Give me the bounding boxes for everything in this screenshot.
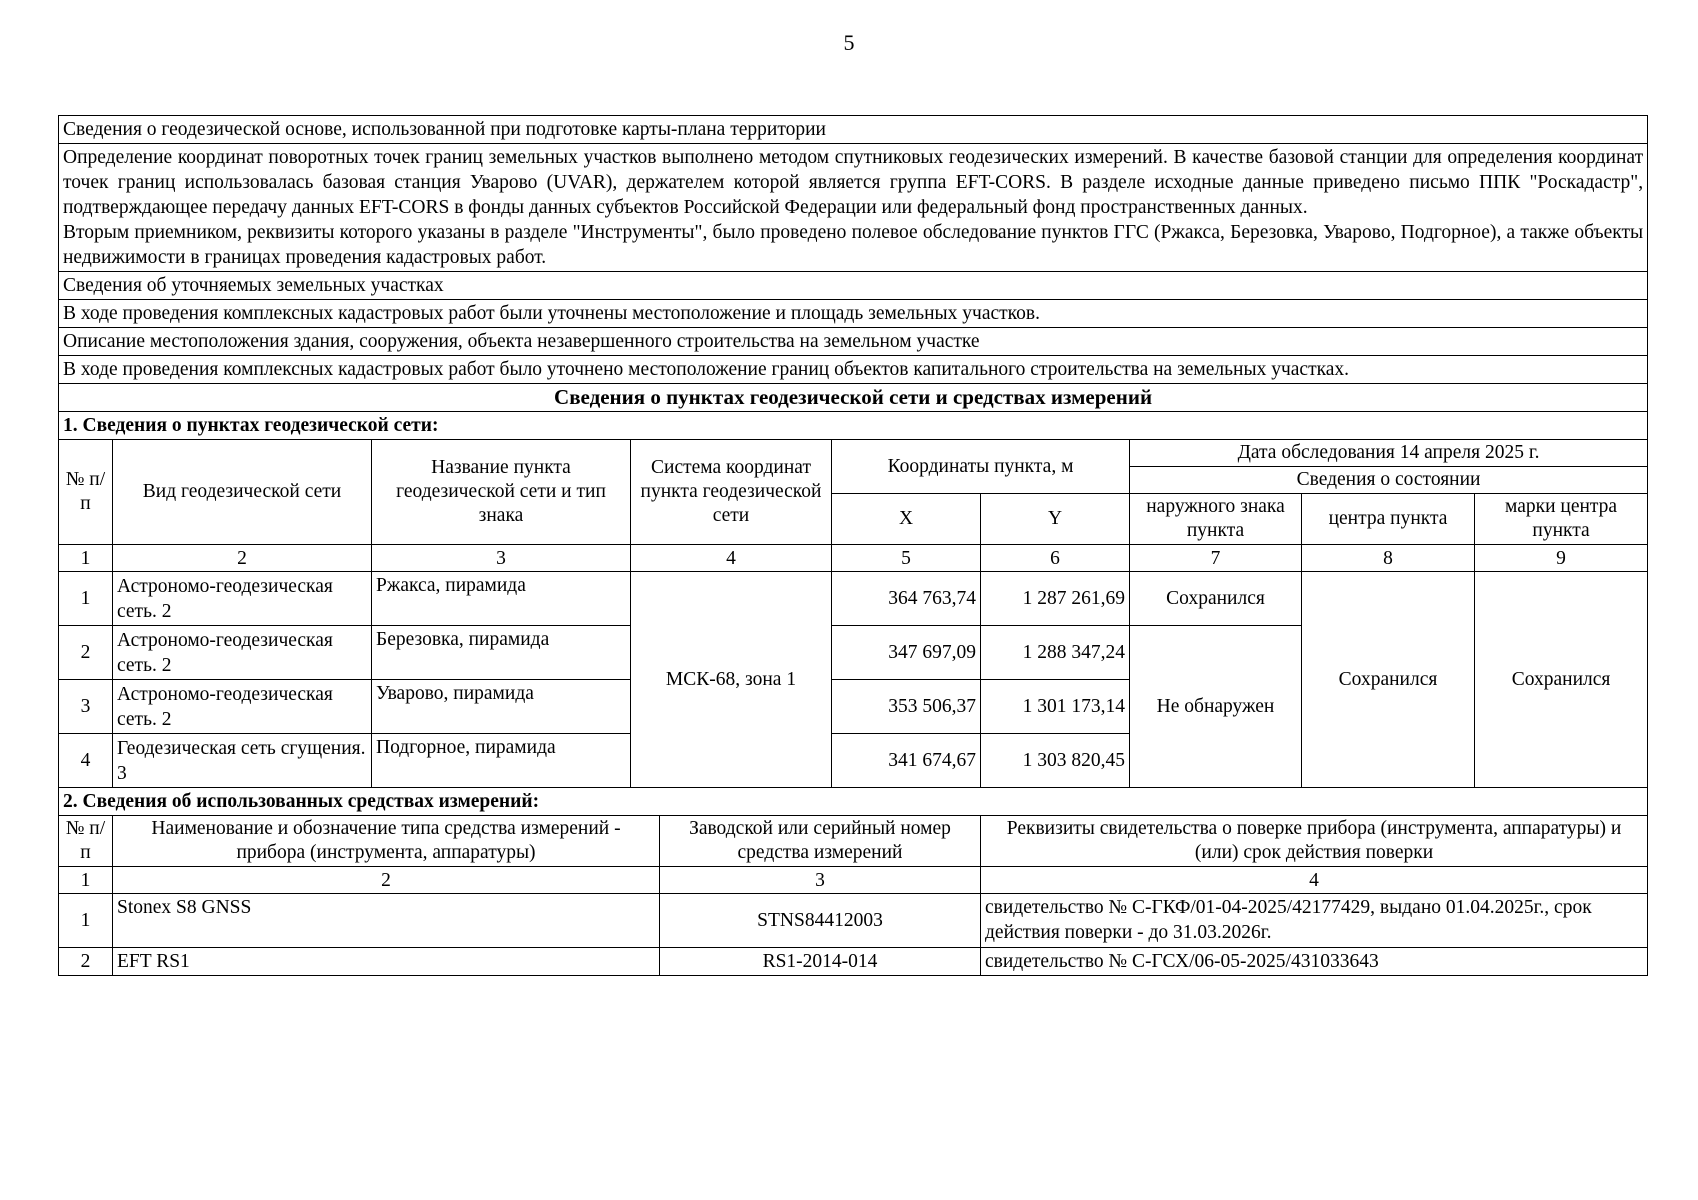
row-number: 1 <box>59 894 113 948</box>
geo-header-outer-sign: наружного знака пункта <box>1130 494 1302 545</box>
network-type: Астрономо-геодезическая сеть. 2 <box>113 572 372 626</box>
geo-header-y: Y <box>981 494 1130 545</box>
inst-header-num: № п/п <box>59 816 113 867</box>
geo-network-title: 1. Сведения о пунктах геодезической сети: <box>59 412 1648 440</box>
network-type: Астрономо-геодезическая сеть. 2 <box>113 626 372 680</box>
row-number: 4 <box>59 734 113 788</box>
inst-header-cert: Реквизиты свидетельства о поверке прибора (инструмента, аппаратуры) и (или) срок действия поверки <box>981 816 1648 867</box>
inst-header-serial: Заводской или серийный номер средства измерений <box>660 816 981 867</box>
center-state: Сохранился <box>1302 572 1475 788</box>
inst-column-numbers <box>59 867 1648 894</box>
center-mark-state: Сохранился <box>1475 572 1648 788</box>
geo-colnum: 8 <box>1302 545 1475 572</box>
instruments-title: 2. Сведения об использованных средствах измерений: <box>59 788 1648 816</box>
table-row <box>59 948 1648 976</box>
instrument-serial: STNS84412003 <box>660 894 981 948</box>
geo-header-coords: Координаты пункта, м <box>832 440 1130 494</box>
inst-header-name: Наименование и обозначение типа средства измерений - прибора (инструмента, аппаратуры) <box>113 816 660 867</box>
row-number: 2 <box>59 626 113 680</box>
coord-y: 1 288 347,24 <box>981 626 1130 680</box>
geo-header-num: № п/п <box>59 440 113 545</box>
instrument-name: Stonex S8 GNSS <box>113 894 660 948</box>
point-name: Уварово, пирамида <box>372 680 631 734</box>
network-type: Геодезическая сеть сгущения. 3 <box>113 734 372 788</box>
geo-column-numbers <box>59 545 1648 572</box>
geo-header-name: Название пункта геодезической сети и тип знака <box>372 440 631 545</box>
geodetic-basis-paragraph-1: Определение координат поворотных точек границ земельных участков выполнено методом спутниковых геодезических измерений. В качестве базовой станции для определения координат точек границ использовалась базовая станция Уварово (UVAR), держателем которой является группа EFT-CORS. В разделе исходные данные приведено письмо ППК "Роскадастр", подтверждающее передачу данных EFT-CORS в фонды данных субъектов Российской Федерации или федеральный фонд пространственных данных. <box>63 147 1644 218</box>
coord-y: 1 287 261,69 <box>981 572 1130 626</box>
geo-colnum: 7 <box>1130 545 1302 572</box>
outer-sign-state: Сохранился <box>1130 572 1302 626</box>
geo-header-type: Вид геодезической сети <box>113 440 372 545</box>
refined-parcels-text: В ходе проведения комплексных кадастровых работ были уточнены местоположение и площадь земельных участков. <box>59 300 1648 328</box>
inst-colnum: 2 <box>113 867 660 894</box>
instrument-name: EFT RS1 <box>113 948 660 976</box>
table-row <box>59 894 1648 948</box>
building-location-heading: Описание местоположения здания, сооружения, объекта незавершенного строительства на земельном участке <box>59 328 1648 356</box>
geo-colnum: 5 <box>832 545 981 572</box>
instrument-certificate: свидетельство № С-ГКФ/01-04-2025/42177429, выдано 01.04.2025г., срок действия поверки - до 31.03.2026г. <box>981 894 1648 948</box>
geo-colnum: 4 <box>631 545 832 572</box>
geo-colnum: 3 <box>372 545 631 572</box>
geodetic-basis-text <box>59 144 1648 272</box>
coord-system: МСК-68, зона 1 <box>631 572 832 788</box>
point-name: Подгорное, пирамида <box>372 734 631 788</box>
geo-header-x: X <box>832 494 981 545</box>
coord-y: 1 303 820,45 <box>981 734 1130 788</box>
row-number: 2 <box>59 948 113 976</box>
geo-colnum: 2 <box>113 545 372 572</box>
row-number: 3 <box>59 680 113 734</box>
geo-header-system: Система координат пункта геодезической сети <box>631 440 832 545</box>
geo-header-center-mark: марки центра пункта <box>1475 494 1648 545</box>
cadastral-document-table <box>58 115 1648 976</box>
outer-sign-state: Не обнаружен <box>1130 626 1302 788</box>
coord-x: 347 697,09 <box>832 626 981 680</box>
page-number: 5 <box>843 30 855 55</box>
coord-x: 353 506,37 <box>832 680 981 734</box>
inst-colnum: 4 <box>981 867 1648 894</box>
inst-colnum: 1 <box>59 867 113 894</box>
geo-header-center: центра пункта <box>1302 494 1475 545</box>
building-location-text: В ходе проведения комплексных кадастровых работ было уточнено местоположение границ объектов капитального строительства на земельных участках. <box>59 356 1648 384</box>
inst-colnum: 3 <box>660 867 981 894</box>
instrument-certificate: свидетельство № С-ГСХ/06-05-2025/431033643 <box>981 948 1648 976</box>
geodetic-basis-heading: Сведения о геодезической основе, использованной при подготовке карты-плана территории <box>59 116 1648 144</box>
refined-parcels-heading: Сведения об уточняемых земельных участках <box>59 272 1648 300</box>
point-name: Ржакса, пирамида <box>372 572 631 626</box>
network-type: Астрономо-геодезическая сеть. 2 <box>113 680 372 734</box>
table-row <box>59 572 1648 626</box>
coord-y: 1 301 173,14 <box>981 680 1130 734</box>
instrument-serial: RS1-2014-014 <box>660 948 981 976</box>
coord-x: 364 763,74 <box>832 572 981 626</box>
section-title: Сведения о пунктах геодезической сети и средствах измерений <box>59 384 1648 412</box>
row-number: 1 <box>59 572 113 626</box>
geo-header-survey-date: Дата обследования 14 апреля 2025 г. <box>1130 440 1648 467</box>
geo-colnum: 9 <box>1475 545 1648 572</box>
geodetic-basis-paragraph-2: Вторым приемником, реквизиты которого указаны в разделе "Инструменты", было проведено полевое обследование пунктов ГГС (Ржакса, Березовка, Уварово, Подгорное), а также объекты недвижимости в границах проведения кадастровых работ. <box>63 222 1644 268</box>
geo-colnum: 1 <box>59 545 113 572</box>
geo-header-state: Сведения о состоянии <box>1130 467 1648 494</box>
point-name: Березовка, пирамида <box>372 626 631 680</box>
geo-colnum: 6 <box>981 545 1130 572</box>
coord-x: 341 674,67 <box>832 734 981 788</box>
